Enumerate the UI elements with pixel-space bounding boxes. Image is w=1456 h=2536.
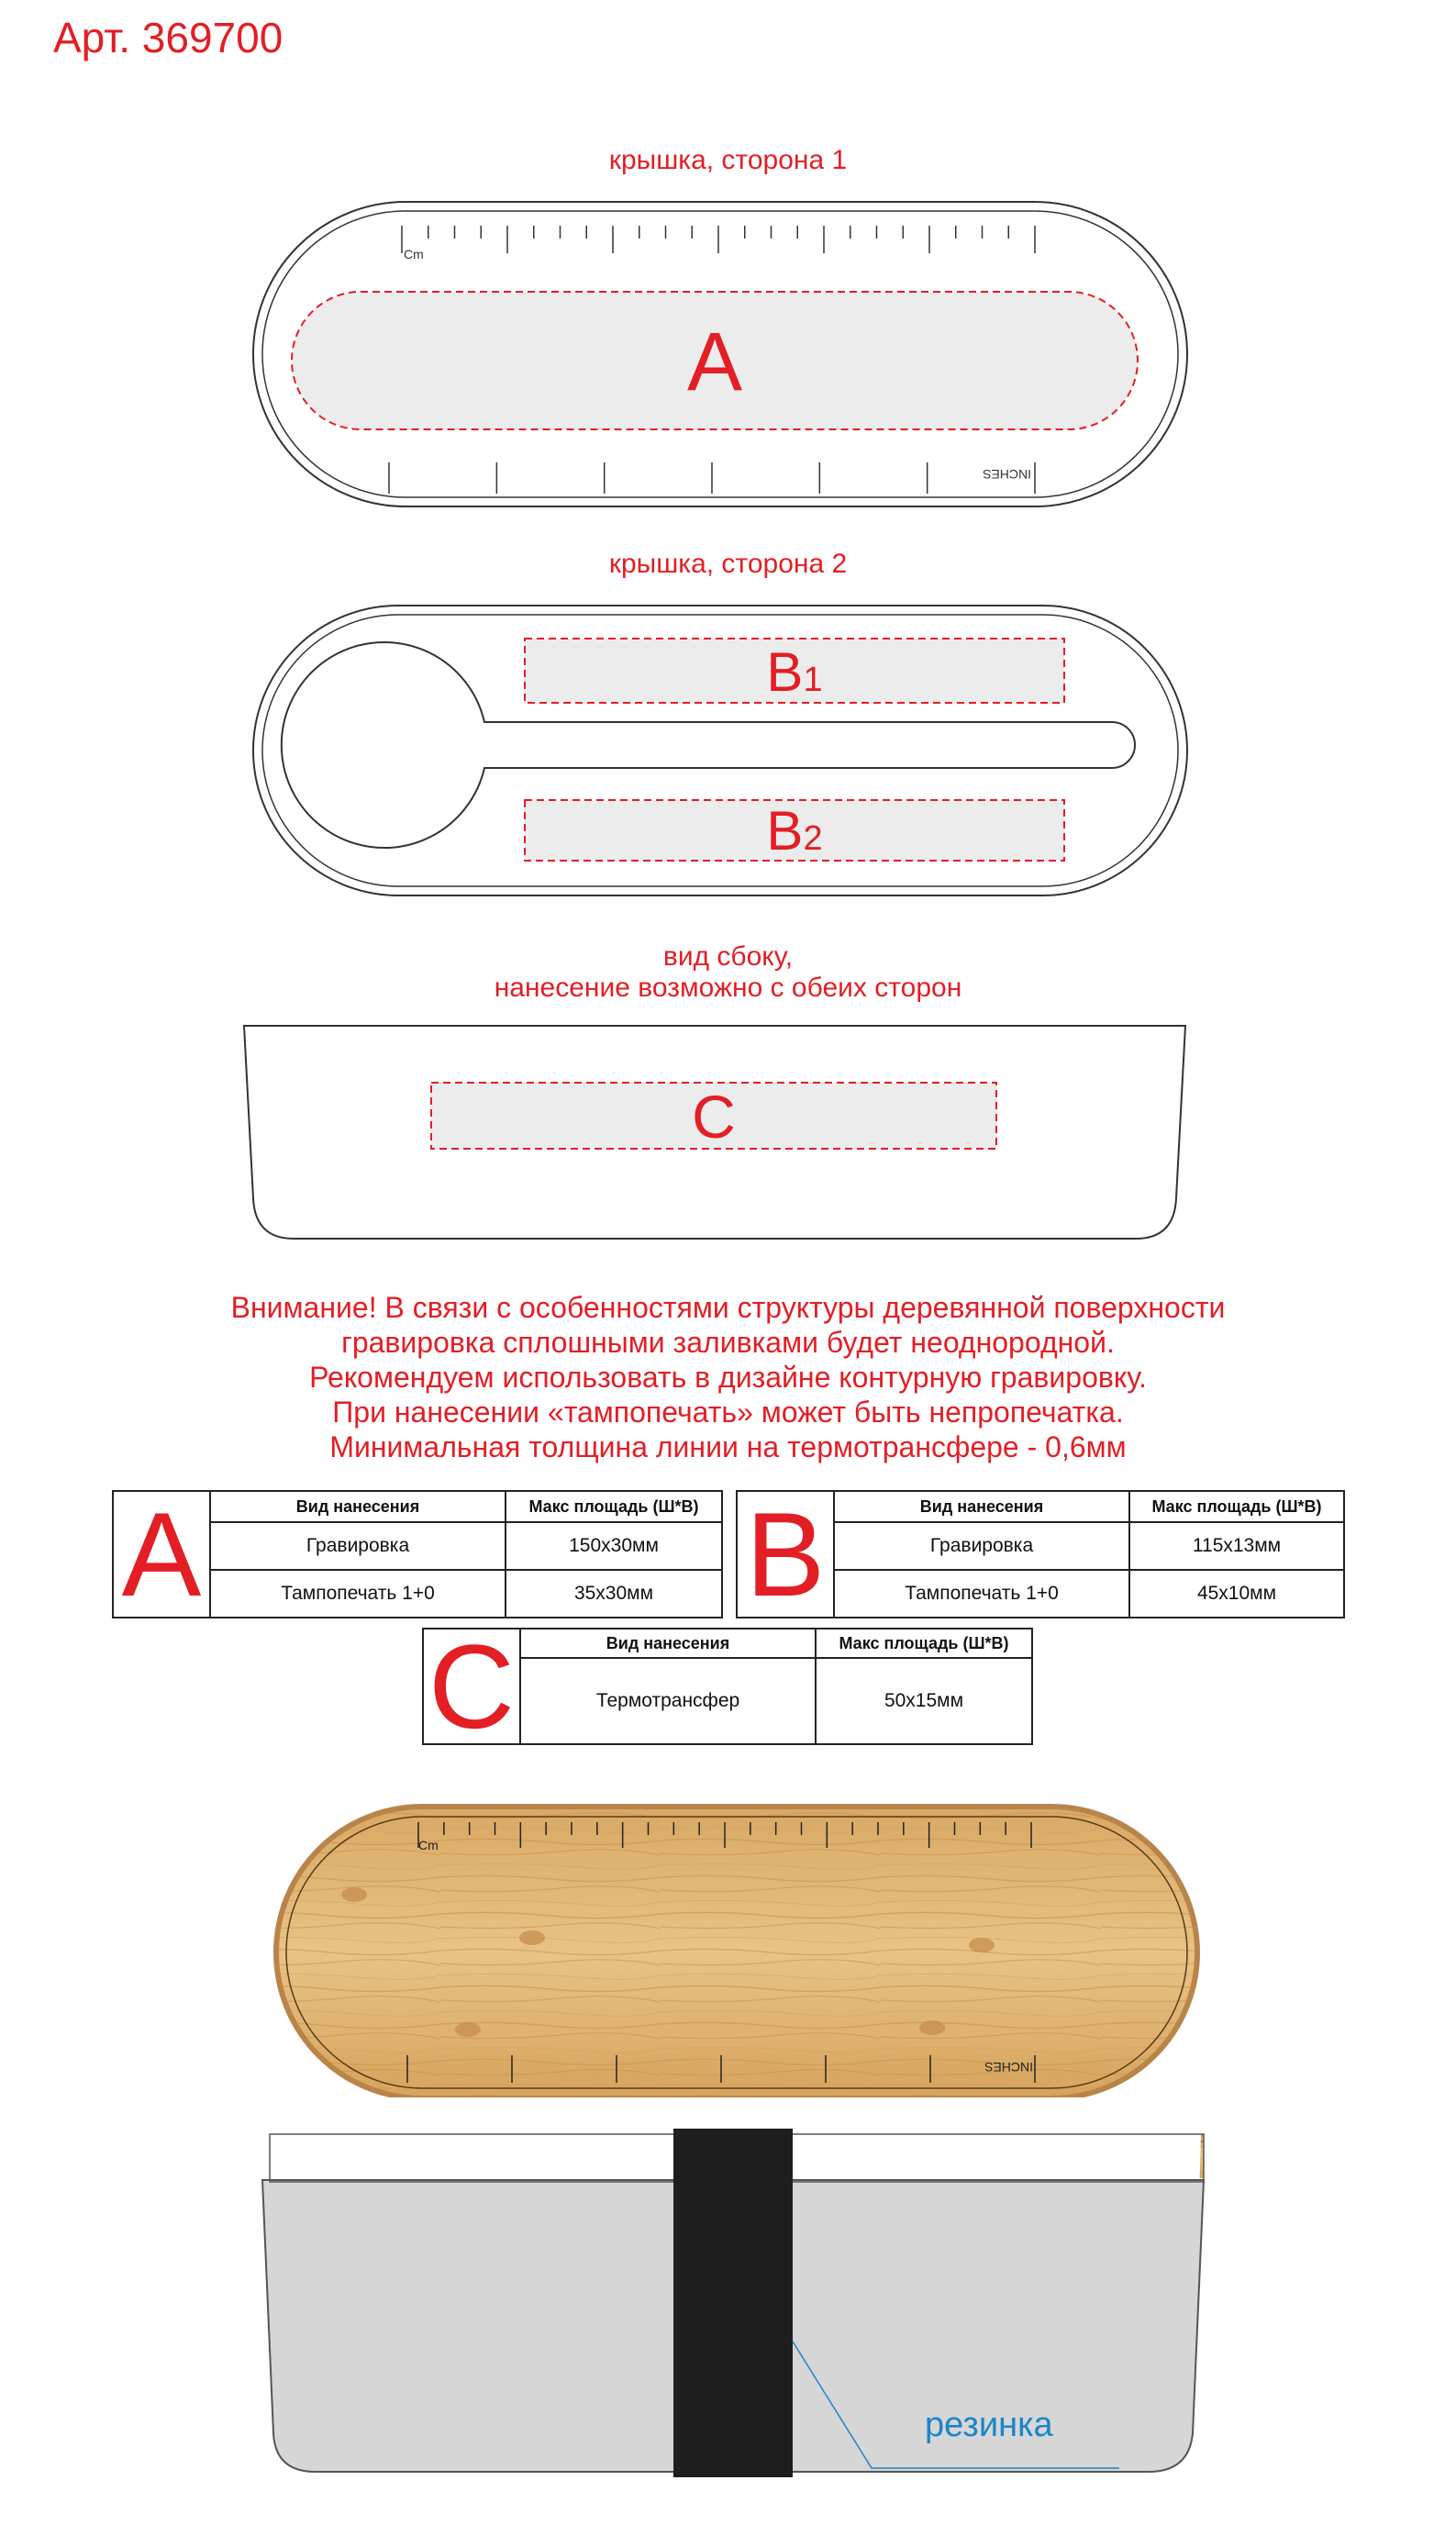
table-c-grid bbox=[519, 1628, 1033, 1745]
side-view-drawing bbox=[244, 1026, 1185, 1239]
table-a-letter: A bbox=[114, 1492, 211, 1617]
warning-line: Минимальная толщина линии на термотрансфере - 0,6мм bbox=[329, 1430, 1127, 1463]
article-number: Арт. 369700 bbox=[53, 14, 283, 61]
caption-side-view-1: вид сбоку, bbox=[662, 941, 794, 972]
table-header: Вид нанесения bbox=[834, 1491, 1129, 1522]
warning-line: Внимание! В связи с особенностями структуры деревянной поверхности bbox=[230, 1291, 1226, 1324]
table-header: Макс площадь (Ш*В) bbox=[816, 1629, 1032, 1658]
table-cell: 45x10мм bbox=[1129, 1570, 1344, 1618]
wood-lid-photo bbox=[273, 1804, 1200, 2101]
table-cell: Гравировка bbox=[834, 1522, 1129, 1570]
caption-lid-side2: крышка, сторона 2 bbox=[608, 549, 848, 579]
table-header: Вид нанесения bbox=[520, 1629, 816, 1658]
photo-cm-label: Cm bbox=[418, 1838, 439, 1852]
table-b bbox=[736, 1487, 1345, 1621]
box-side-photo bbox=[262, 2097, 1204, 2477]
lid-side-1-drawing bbox=[253, 202, 1187, 506]
caption-side-view-2: нанесение возможно с обеих сторон bbox=[494, 973, 962, 1003]
table-cell: 35x30мм bbox=[506, 1570, 722, 1618]
zone-b1-letter: B bbox=[766, 641, 804, 703]
zone-b2-letter: B bbox=[766, 800, 804, 862]
table-cell: 115x13мм bbox=[1129, 1522, 1344, 1570]
table-cell: Гравировка bbox=[210, 1522, 506, 1570]
warning-block bbox=[0, 1290, 1456, 1464]
warning-line: гравировка сплошными заливками будет неоднородной. bbox=[341, 1326, 1115, 1359]
rubber-band bbox=[673, 2129, 793, 2477]
zone-b1-index: 1 bbox=[803, 661, 823, 699]
table-cell: Тампопечать 1+0 bbox=[210, 1570, 506, 1618]
zone-c-letter: C bbox=[692, 1083, 736, 1151]
warning-line: При нанесении «тампопечать» может быть непропечатка. bbox=[332, 1396, 1124, 1429]
zone-a-letter: A bbox=[686, 317, 743, 408]
table-header: Макс площадь (Ш*В) bbox=[506, 1491, 722, 1522]
band-label: резинка bbox=[925, 2406, 1053, 2444]
table-c-letter: C bbox=[424, 1629, 521, 1743]
table-c bbox=[422, 1619, 1033, 1753]
zone-b2-index: 2 bbox=[803, 819, 823, 858]
table-cell: Тампопечать 1+0 bbox=[834, 1570, 1129, 1618]
table-cell: 50x15мм bbox=[816, 1658, 1032, 1744]
table-header: Макс площадь (Ш*В) bbox=[1129, 1491, 1344, 1522]
caption-lid-side1: крышка, сторона 1 bbox=[608, 145, 848, 175]
lid-side-2-drawing bbox=[253, 606, 1187, 895]
table-a bbox=[112, 1487, 723, 1621]
cm-label: Cm bbox=[404, 247, 424, 261]
table-cell: Термотрансфер bbox=[520, 1658, 816, 1744]
table-header: Вид нанесения bbox=[210, 1491, 506, 1522]
table-cell: 150x30мм bbox=[506, 1522, 722, 1570]
photo-inches-label: INCHES bbox=[984, 2060, 1033, 2074]
inches-label: INCHES bbox=[983, 467, 1031, 482]
table-a-grid bbox=[209, 1490, 723, 1618]
table-b-grid bbox=[833, 1490, 1345, 1618]
table-b-letter: B bbox=[738, 1492, 835, 1617]
warning-line: Рекомендуем использовать в дизайне контурную гравировку. bbox=[309, 1361, 1147, 1394]
